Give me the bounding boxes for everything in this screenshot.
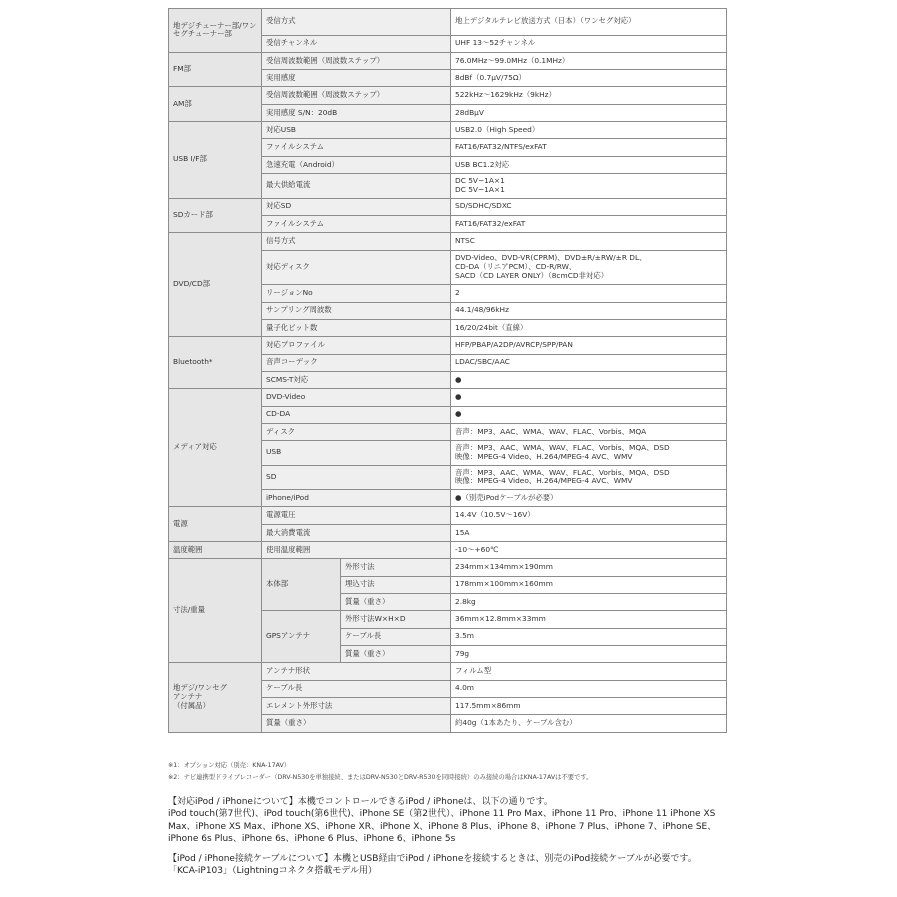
table-row xyxy=(169,542,727,559)
ipod-compatibility-list: iPod touch(第7世代)、iPod touch(第6世代)、iPhone SE（第2世代）、iPhone 11 Pro Max、iPhone 11 Pro、iPhone 11 iPhone XS Max、iPhone XS Max、iPhone XS、iPhone XR、iPhone X、iPhone 8 Plus、iPhone 8、iPhone 7 Plus、iPhone 7、iPhone SE、iPhone 6s Plus、iPhone 6s、iPhone 6 Plus、iPhone 6、iPhone 5s xyxy=(168,809,717,845)
table-row xyxy=(169,198,727,215)
cable-section xyxy=(168,853,728,878)
subcategory-cell: GPSアンテナ xyxy=(262,611,341,663)
table-row xyxy=(169,122,727,139)
table-row xyxy=(169,9,727,36)
feature-label: 受信方式 xyxy=(262,9,451,36)
feature-value: ●（別売iPodケーブルが必要） xyxy=(451,490,727,507)
table-row xyxy=(169,52,727,69)
category-cell: AM部 xyxy=(169,87,262,122)
feature-value: 234mm×134mm×190mm xyxy=(451,559,727,576)
subcategory-cell: 本体部 xyxy=(262,559,341,611)
footnote-1: ※1：オプション対応（別売：KNA-17AV） xyxy=(168,762,291,769)
feature-value: DVD-Video、DVD-VR(CPRM)、DVD±R/±RW/±R DL、 CD-DA（リニアPCM）、CD-R/RW、 SACD（CD LAYER ONLY）（8cmCD非対応） xyxy=(451,250,727,285)
feature-label: iPhone/iPod xyxy=(262,490,451,507)
feature-value: 76.0MHz〜99.0MHz（0.1MHz） xyxy=(451,52,727,69)
feature-label: 埋込寸法 xyxy=(341,576,451,593)
feature-label: SD xyxy=(262,465,451,489)
feature-value: 2.8kg xyxy=(451,594,727,611)
feature-label: 量子化ビット数 xyxy=(262,319,451,336)
feature-label: 使用温度範囲 xyxy=(262,542,451,559)
feature-value: FAT16/FAT32/exFAT xyxy=(451,215,727,232)
feature-value: USB BC1.2対応 xyxy=(451,156,727,173)
feature-value: 音声：MP3、AAC、WMA、WAV、FLAC、Vorbis、MQA、DSD 映像：MPEG-4 Video、H.264/MPEG-4 AVC、WMV xyxy=(451,441,727,465)
feature-value: フィルム型 xyxy=(451,663,727,680)
feature-value: ● xyxy=(451,371,727,388)
feature-value: 音声：MP3、AAC、WMA、WAV、FLAC、Vorbis、MQA、DSD 映像：MPEG-4 Video、H.264/MPEG-4 AVC、WMV xyxy=(451,465,727,489)
feature-label: CD-DA xyxy=(262,406,451,423)
feature-label: 受信周波数範囲（周波数ステップ） xyxy=(262,87,451,104)
feature-value: 約40g（1本あたり、ケーブル含む） xyxy=(451,715,727,733)
feature-value: DC 5V−1A×1 DC 5V−1A×1 xyxy=(451,174,727,198)
feature-label: 最大供給電流 xyxy=(262,174,451,198)
feature-label: SCMS-T対応 xyxy=(262,371,451,388)
feature-label: エレメント外形寸法 xyxy=(262,698,451,715)
feature-label: 対応プロファイル xyxy=(262,337,451,354)
feature-label: ディスク xyxy=(262,423,451,440)
category-cell: USB I/F部 xyxy=(169,122,262,198)
category-cell: SDカード部 xyxy=(169,198,262,233)
feature-value: UHF 13〜52チャンネル xyxy=(451,35,727,52)
feature-value: 4.0m xyxy=(451,680,727,697)
footnote-2: ※2：ナビ連携型ドライブレコーダー（DRV-N530を単独接続、またはDRV-N530とDRV-R530を同時接続）のみ接続の場合はKNA-17AVは不要です。 xyxy=(168,774,593,781)
feature-label: 質量（重さ） xyxy=(341,594,451,611)
feature-value: 15A xyxy=(451,524,727,541)
feature-value: 2 xyxy=(451,285,727,302)
feature-label: サンプリング周波数 xyxy=(262,302,451,319)
feature-value: 14.4V（10.5V〜16V） xyxy=(451,507,727,524)
feature-value: 178mm×100mm×160mm xyxy=(451,576,727,593)
table-row xyxy=(169,663,727,680)
category-cell: 地デジ/ワンセグ アンテナ （付属品） xyxy=(169,663,262,733)
feature-label: ケーブル長 xyxy=(341,628,451,645)
feature-value: 79g xyxy=(451,646,727,663)
feature-label: 信号方式 xyxy=(262,233,451,250)
feature-value: 117.5mm×86mm xyxy=(451,698,727,715)
table-row xyxy=(169,233,727,250)
feature-value: SD/SDHC/SDXC xyxy=(451,198,727,215)
table-row xyxy=(169,337,727,354)
feature-label: ファイルシステム xyxy=(262,215,451,232)
feature-value: ● xyxy=(451,389,727,406)
category-cell: Bluetooth* xyxy=(169,337,262,389)
feature-label: ケーブル長 xyxy=(262,680,451,697)
feature-label: リージョンNo xyxy=(262,285,451,302)
feature-label: 音声コーデック xyxy=(262,354,451,371)
feature-label: 受信周波数範囲（周波数ステップ） xyxy=(262,52,451,69)
table-row xyxy=(169,559,727,576)
feature-value: 44.1/48/96kHz xyxy=(451,302,727,319)
feature-label: 外形寸法W×H×D xyxy=(341,611,451,628)
category-cell: 地デジチューナー部/ワンセグチューナー部 xyxy=(169,9,262,53)
feature-value: ● xyxy=(451,406,727,423)
feature-label: 外形寸法 xyxy=(341,559,451,576)
feature-value: USB2.0（High Speed） xyxy=(451,122,727,139)
category-cell: 温度範囲 xyxy=(169,542,262,559)
ipod-compatibility-section xyxy=(168,796,728,846)
table-row xyxy=(169,389,727,406)
feature-label: アンテナ形状 xyxy=(262,663,451,680)
feature-value: HFP/PBAP/A2DP/AVRCP/SPP/PAN xyxy=(451,337,727,354)
feature-value: 8dBf（0.7μV/75Ω） xyxy=(451,70,727,87)
category-cell: FM部 xyxy=(169,52,262,87)
feature-value: 3.5m xyxy=(451,628,727,645)
feature-label: 最大消費電流 xyxy=(262,524,451,541)
feature-value: 音声：MP3、AAC、WMA、WAV、FLAC、Vorbis、MQA xyxy=(451,423,727,440)
feature-value: LDAC/SBC/AAC xyxy=(451,354,727,371)
feature-value: -10〜+60℃ xyxy=(451,542,727,559)
feature-value: 地上デジタルテレビ放送方式（日本）（ワンセグ対応） xyxy=(451,9,727,36)
category-cell: 電源 xyxy=(169,507,262,542)
feature-label: 実用感度 S/N：20dB xyxy=(262,104,451,121)
feature-label: 受信チャンネル xyxy=(262,35,451,52)
feature-label: 電源電圧 xyxy=(262,507,451,524)
ipod-compatibility-heading: 【対応iPod / iPhoneについて】本機でコントロールできるiPod / iPhoneは、以下の通りです。 xyxy=(168,797,553,807)
feature-value: 16/20/24bit（直線） xyxy=(451,319,727,336)
table-row xyxy=(169,507,727,524)
feature-label: 実用感度 xyxy=(262,70,451,87)
feature-label: USB xyxy=(262,441,451,465)
feature-value: 36mm×12.8mm×33mm xyxy=(451,611,727,628)
feature-value: 28dBμV xyxy=(451,104,727,121)
cable-model: 「KCA-iP103」（Lightningコネクタ搭載モデル用） xyxy=(168,866,377,877)
feature-label: 対応ディスク xyxy=(262,250,451,285)
category-cell: DVD/CD部 xyxy=(169,233,262,337)
table-row xyxy=(169,87,727,104)
category-cell: 寸法/重量 xyxy=(169,559,262,663)
feature-label: 質量（重さ） xyxy=(262,715,451,733)
feature-value: NTSC xyxy=(451,233,727,250)
feature-label: 対応USB xyxy=(262,122,451,139)
feature-value: 522kHz〜1629kHz（9kHz） xyxy=(451,87,727,104)
feature-label: 急速充電（Android） xyxy=(262,156,451,173)
feature-label: 質量（重さ） xyxy=(341,646,451,663)
feature-label: 対応SD xyxy=(262,198,451,215)
feature-label: DVD-Video xyxy=(262,389,451,406)
feature-value: FAT16/FAT32/NTFS/exFAT xyxy=(451,139,727,156)
cable-heading: 【iPod / iPhone接続ケーブルについて】本機とUSB経由でiPod / iPhoneを接続するときは、別売のiPod接続ケーブルが必要です。 xyxy=(168,854,697,864)
feature-label: ファイルシステム xyxy=(262,139,451,156)
spec-table xyxy=(168,8,727,733)
category-cell: メディア対応 xyxy=(169,389,262,507)
